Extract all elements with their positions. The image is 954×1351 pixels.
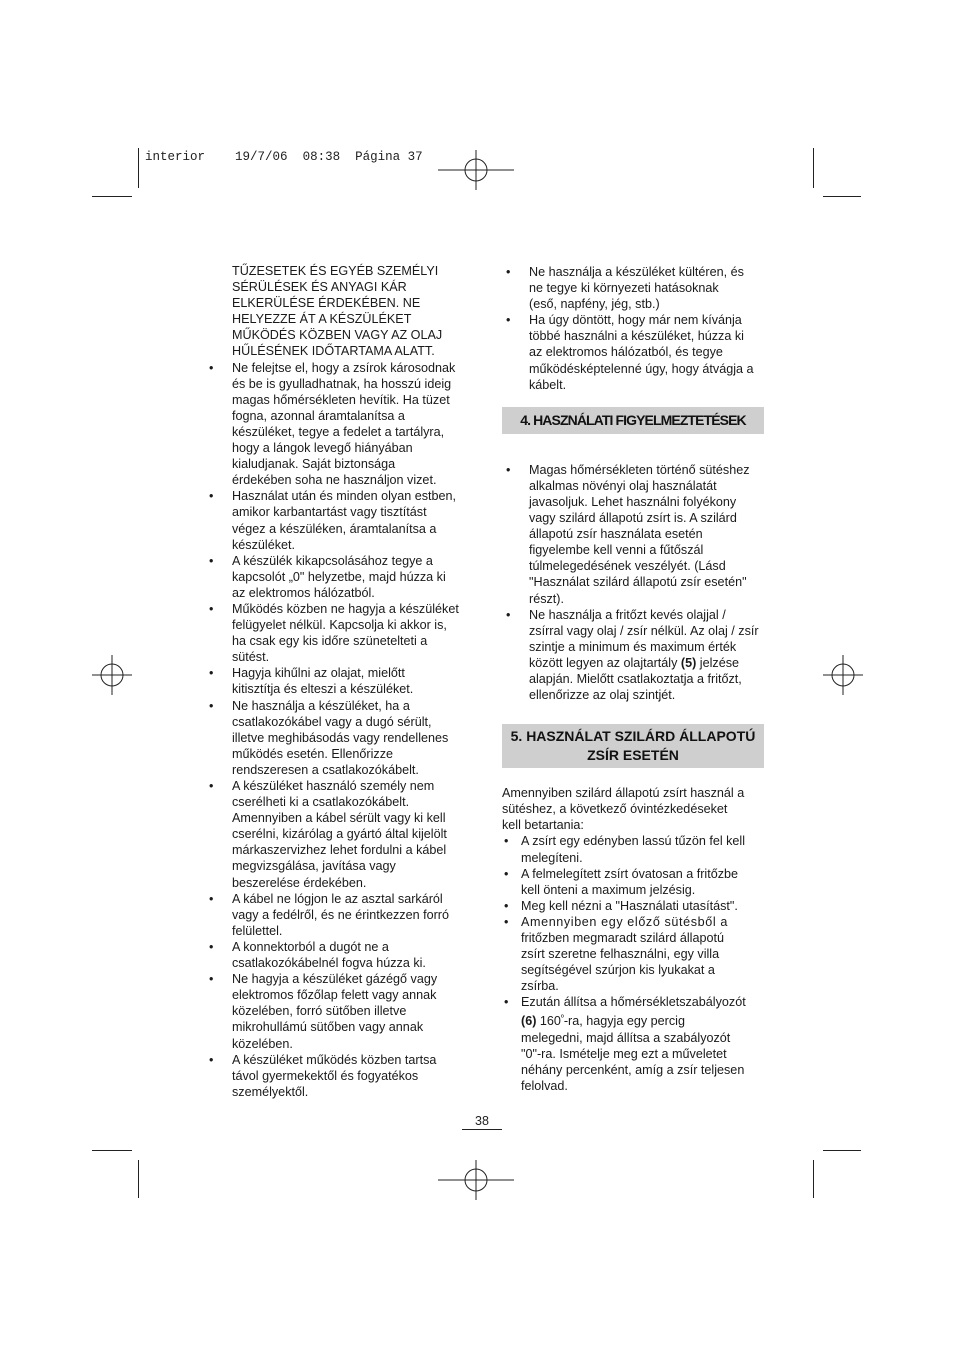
safety-list — [205, 360, 470, 1100]
list-item: • Ne használja a fritőzt kevés olajjal / zsírral vagy olaj / zsír nélkül. Az olaj / zsír szintje a minimum és maximum érték között legyen az olajtartály (5) jelzése alapján. Mielőtt csatlakoztatja a fritőzt, ellenőrizze az olaj szintjét. — [502, 607, 764, 704]
list-item: • Magas hőmérsékleten történő sütéshez alkalmas növényi olaj használatát javasoljuk. Lehet használni folyékony vagy szilárd állapotú zsírt is. A szilárd állapotú zsír használata esetén figyelembe kell venni a fűtőszál túlmelegedésének veszélyét. (Lásd "Használat szilárd állapotú zsír esetén" részt). — [502, 462, 764, 607]
right-column — [502, 264, 764, 1094]
crop-mark — [813, 148, 814, 188]
list-item: • Hagyja kihűlni az olajat, mielőtt kitisztítja és elteszi a készüléket. — [205, 665, 470, 697]
list-item: • A készüléket működés közben tartsa távol gyermekektől és fogyatékos személyektől. — [205, 1052, 470, 1100]
part-reference-6: (6) — [521, 1014, 537, 1029]
list-item: • Ne használja a készüléket kültéren, és ne tegye ki környezeti hatásoknak (eső, napfény, jég, stb.) — [502, 264, 764, 312]
slug-time: 08:38 — [302, 150, 341, 164]
list-item: • Ezután állítsa a hőmérsékletszabályozót (6) $160^º-ra$, hagyja egy percig melegedni, majd állítsa a szabályozót "0"-ra. Ismételje meg ezt a műveletet néhány percenként, amíg a zsír teljesen felolvad. — [502, 994, 764, 1094]
page-number-rule — [462, 1129, 502, 1130]
crop-mark — [823, 1150, 861, 1151]
crop-mark — [823, 196, 861, 197]
list-item: • A készülék kikapcsolásához tegye a kapcsolót „0" helyzetbe, majd húzza ki az elektromos hálózatból. — [205, 553, 470, 601]
list-item: • Használat után és minden olyan estben, amikor karbantartást vagy tisztítást végez a készüléken, áramtalanítsa a készüléket. — [205, 488, 470, 552]
safety-warning: TŰZESETEK ÉS EGYÉB SZEMÉLYI SÉRÜLÉSEK ÉS ANYAGI KÁR ELKERÜLÉSE ÉRDEKÉBEN. NE HELYEZZE ÁT A KÉSZÜLÉKET MŰKÖDÉS KÖZBEN VAGY AZ OLAJ HŰLÉSÉNEK IDŐTARTAMA ALATT. — [232, 264, 443, 359]
section-5-heading: 5. HASZNÁLAT SZILÁRD ÁLLAPOTÚ ZSÍR ESETÉN — [502, 724, 764, 768]
crop-mark — [138, 1160, 139, 1198]
registration-mark-left — [92, 655, 132, 695]
page-number: 38 — [475, 1114, 489, 1128]
registration-mark-bottom — [438, 1160, 514, 1200]
section-4-heading: 4. HASZNÁLATI FIGYELMEZTETÉSEK — [502, 407, 764, 434]
slug-date: 19/7/06 — [235, 150, 288, 164]
print-slug — [145, 150, 423, 164]
crop-mark — [92, 1150, 132, 1151]
left-column — [205, 263, 470, 1100]
list-item: • A konnektorból a dugót ne a csatlakozókábelnél fogva húzza ki. — [205, 939, 470, 971]
list-item: • A zsírt egy edényben lassú tűzön fel kell melegíteni. — [502, 833, 764, 865]
list-item: • Ha úgy döntött, hogy már nem kívánja többé használni a készüléket, húzza ki az elektromos hálózatból, és tegye működésképtelenné úgy, hogy átvágja a kábelt. — [502, 312, 764, 392]
list-item: • Ne felejtse el, hogy a zsírok károsodnak és be is gyulladhatnak, ha hosszú ideig magas hőmérsékleten hevítik. Ha tüzet fogna, azonnal áramtalanítsa a készüléket, tegye a fedelet a tartályra, hogy a lángok levegő hiányában kialudjanak. Saját biztonsága érdekében soha ne használjon vizet. — [205, 360, 470, 489]
list-item: • Működés közben ne hagyja a készüléket felügyelet nélkül. Kapcsolja ki akkor is, ha csak egy kis időre szünetelteti a sütést. — [205, 601, 470, 665]
safety-list-continued — [502, 264, 764, 393]
list-item: • A készüléket használó személy nem cserélheti ki a csatlakozókábelt. Amennyiben a kábel sérült vagy ki kell cserélni, kizárólag a gyártó által kijelölt márkaszervizhez lehet fordulni a kábel megvizsgálása, javítása vagy beszerelése érdekében. — [205, 778, 470, 891]
section-4-list — [502, 462, 764, 703]
registration-mark-top — [438, 150, 514, 190]
crop-mark — [813, 1160, 814, 1198]
list-item: • Ne hagyja a készüléket gázégő vagy elektromos főzőlap felett vagy annak közelében, forró sütőben illetve mikrohullámú sütőben vagy annak közelében. — [205, 971, 470, 1051]
crop-mark — [138, 148, 139, 188]
list-item: • Amennyiben egy előző sütésből a fritőzben megmaradt szilárd állapotú zsírt szeretne felhasználni, egy villa segítségével szúrjon kis lyukakat a zsírba. — [502, 914, 764, 994]
slug-name: interior — [145, 150, 206, 164]
list-item: • A felmelegített zsírt óvatosan a fritőzbe kell önteni a maximum jelzésig. — [502, 866, 764, 898]
crop-mark — [92, 196, 132, 197]
part-reference-5: (5) — [680, 655, 697, 670]
section-5-list — [502, 833, 764, 1094]
registration-mark-right — [823, 655, 863, 695]
list-item: • Meg kell nézni a "Használati utasítást". — [502, 898, 764, 914]
list-item: • A kábel ne lógjon le az asztal sarkáról vagy a fedélről, és ne érintkezzen forró felülettel. — [205, 891, 470, 939]
section-5-intro: Amennyiben szilárd állapotú zsírt használ a sütéshez, a következő óvintézkedéseket kell betartania: — [502, 786, 745, 833]
list-item: • Ne használja a készüléket, ha a csatlakozókábel vagy a dugó sérült, illetve meghibásodás vagy rendellenes működés esetén. Ellenőrizze rendszeresen a csatlakozókábelt. — [205, 698, 470, 778]
slug-page: Página 37 — [355, 150, 423, 164]
